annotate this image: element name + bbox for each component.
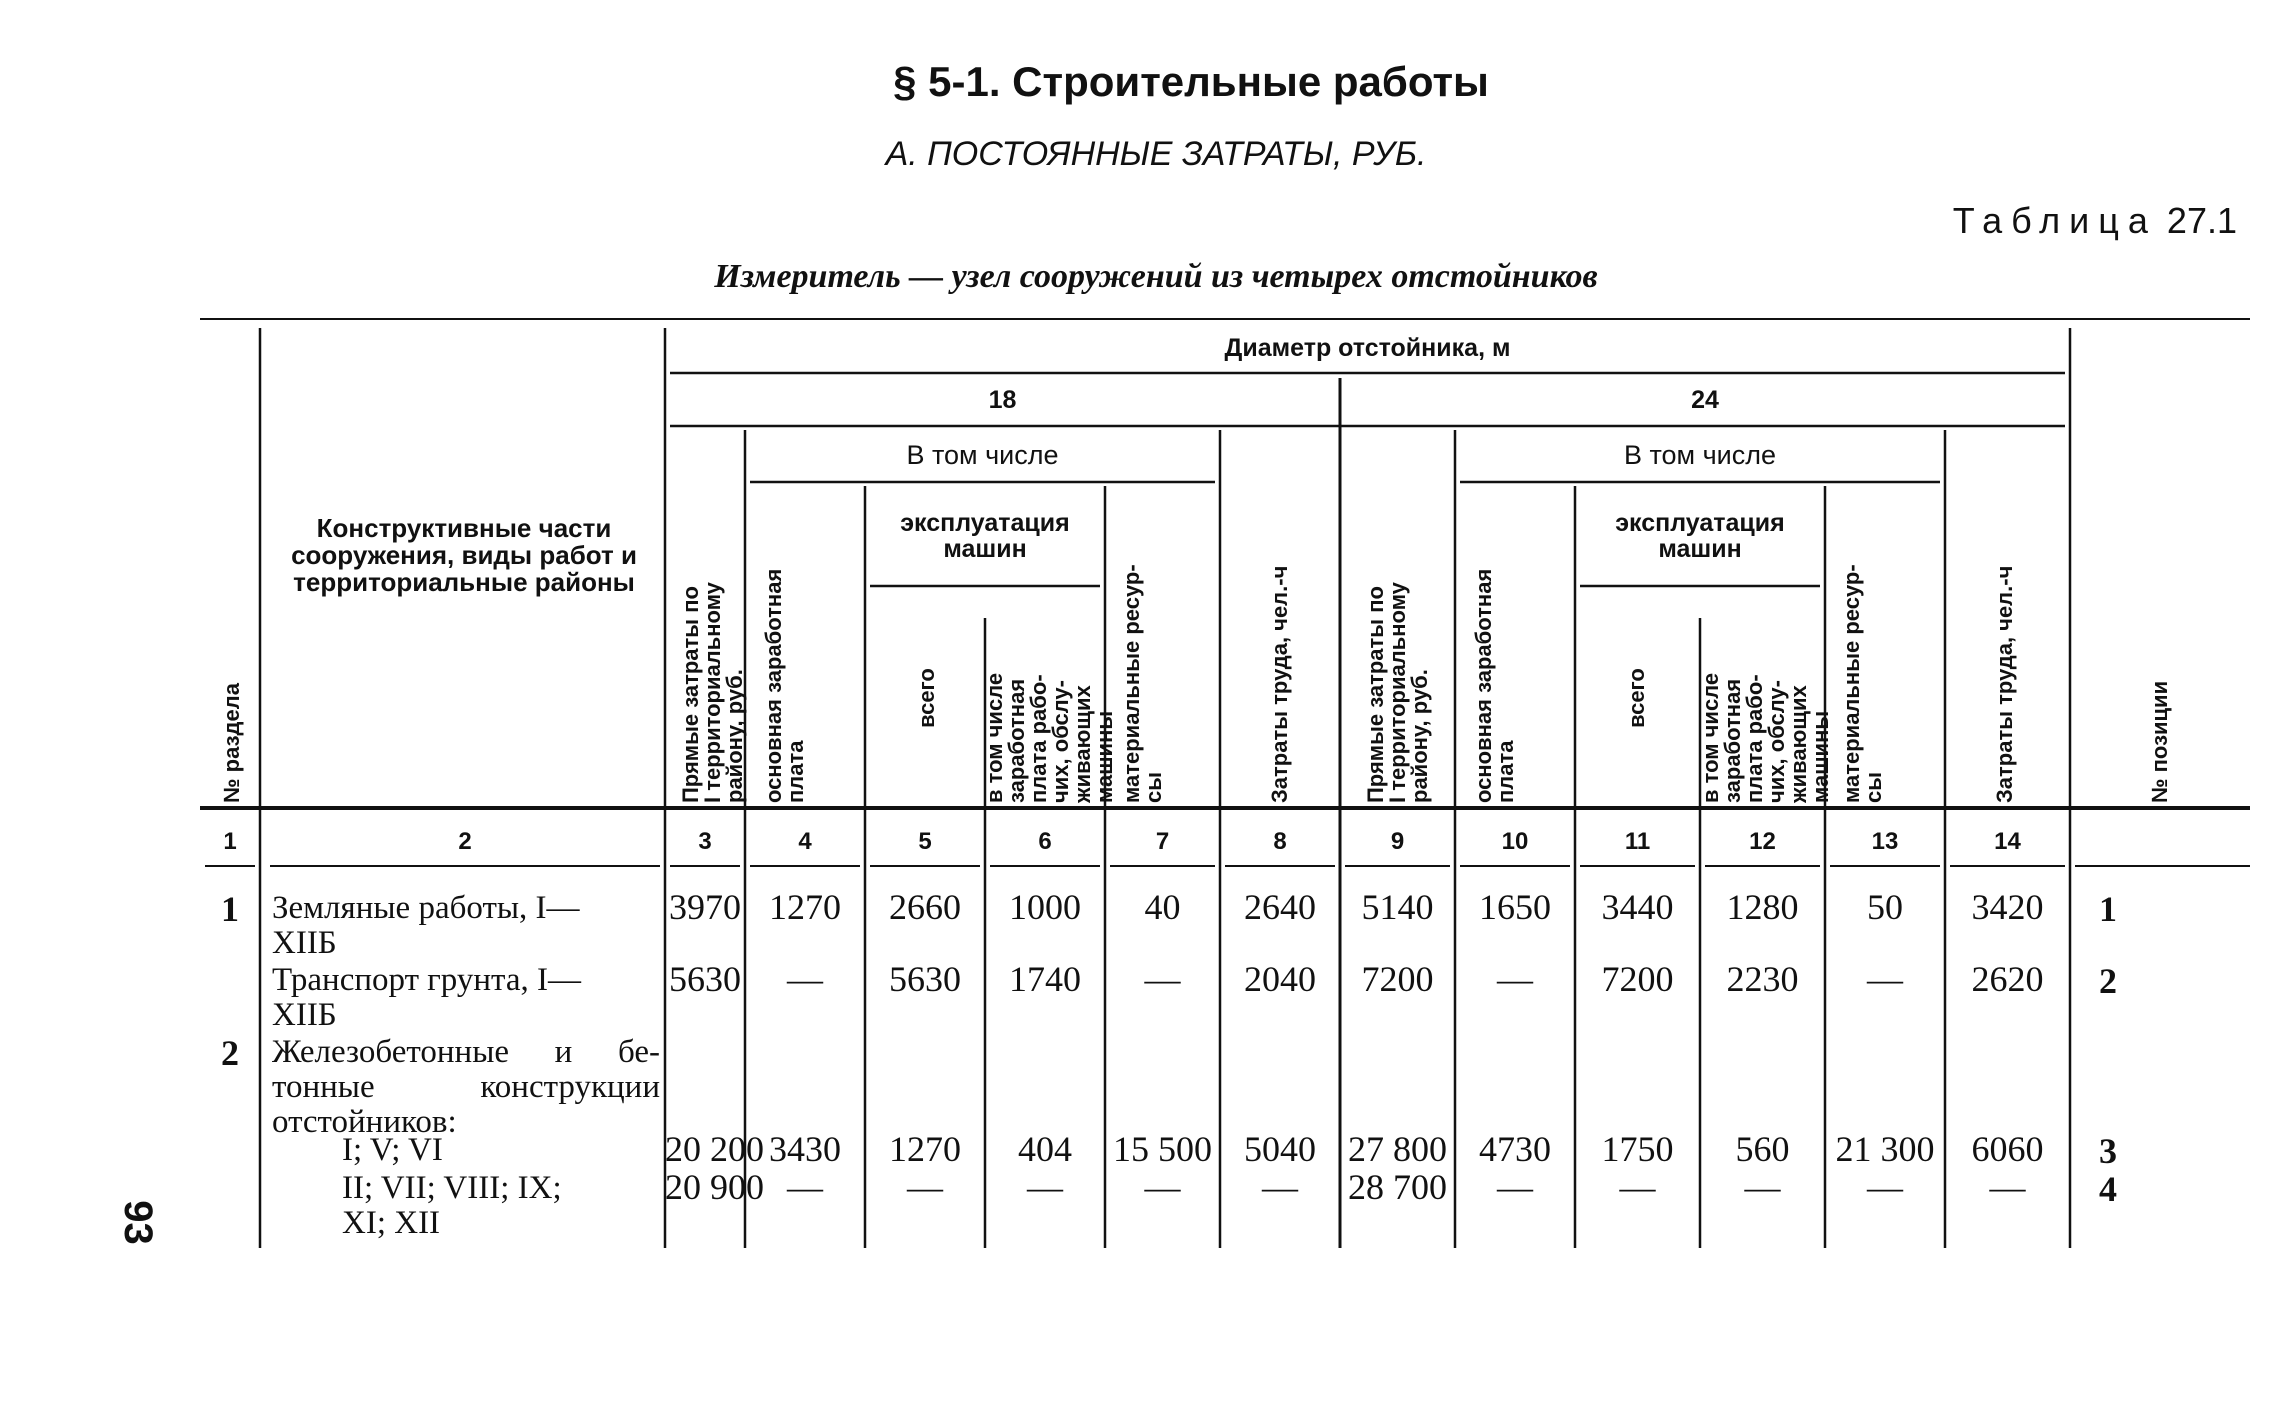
work-description	[342, 1172, 660, 1242]
value-cell: 1750	[1601, 1129, 1674, 1169]
value-cell: 20 200	[665, 1129, 764, 1169]
machines-total-header-24: всего	[1624, 668, 1649, 728]
col-number: 10	[1501, 828, 1529, 855]
value-cell: 1270	[889, 1129, 961, 1169]
work-description	[342, 1134, 660, 1169]
position-number: 2	[2099, 961, 2117, 1001]
value-cell: 3440	[1601, 887, 1674, 927]
value-cell: 1650	[1479, 887, 1551, 927]
col-number: 9	[1390, 828, 1405, 855]
col-number: 2	[458, 828, 472, 855]
value-cell: 6060	[1971, 1129, 2044, 1169]
base-wage-header-24: основная заработная плата	[1471, 568, 1518, 803]
value-cell: 27 800	[1348, 1129, 1447, 1169]
col-number: 4	[798, 828, 812, 855]
value-cell: 5630	[889, 959, 961, 999]
work-description	[272, 892, 660, 962]
work-description-line: I; V; VI	[342, 1132, 443, 1168]
position-number: 3	[2099, 1131, 2117, 1171]
value-cell: 20 900	[665, 1167, 764, 1207]
section-number: 2	[221, 1033, 239, 1073]
table-number: 27.1	[2166, 200, 2237, 241]
work-description-line: XIIБ	[272, 925, 337, 961]
materials-header-18: материальные ресур- сы	[1118, 564, 1166, 803]
value-cell: 5140	[1361, 887, 1434, 927]
col-number: 1	[223, 828, 237, 855]
work-description-line: XI; XII	[342, 1205, 441, 1241]
work-description-line: Земляные работы, I—	[272, 890, 580, 926]
table-number-label	[1953, 200, 2237, 242]
section-number-header: № раздела	[219, 683, 244, 803]
value-cell: 50	[1867, 887, 1903, 927]
value-cell: 3420	[1971, 887, 2044, 927]
value-cell: 1000	[1009, 887, 1081, 927]
labor-header-18: Затраты труда, чел.-ч	[1267, 565, 1292, 803]
machines-header-24: эксплуатация машин	[1615, 508, 1785, 563]
work-description	[272, 964, 660, 1034]
section-title: § 5-1. Строительные работы	[893, 58, 1489, 105]
col-number: 14	[1994, 828, 2021, 855]
value-cell: 2640	[1244, 887, 1316, 927]
col-number: 6	[1038, 828, 1052, 855]
value-cell: 4730	[1479, 1129, 1551, 1169]
value-cell: 1270	[769, 887, 841, 927]
value-cell: 2660	[889, 887, 961, 927]
direct-costs-header-24: Прямые затраты по I территориальному району, руб.	[1362, 582, 1432, 803]
value-cell: 2620	[1971, 959, 2044, 999]
position-number-header: № позиции	[2147, 680, 2172, 803]
machine-wage-header-24: в том числе заработная плата рабо- чих, обслу- живающих машины	[1698, 672, 1833, 803]
value-cell: —	[1744, 1167, 1781, 1207]
value-cell: 40	[1144, 887, 1181, 927]
value-cell: —	[1144, 1167, 1181, 1207]
section-subtitle: А. ПОСТОЯННЫЕ ЗАТРАТЫ, РУБ.	[885, 135, 1427, 173]
parts-header: Конструктивные части сооружения, виды работ и территориальные районы	[291, 512, 637, 598]
work-description-line: отстойников:	[272, 1104, 457, 1140]
value-cell: 5040	[1244, 1129, 1316, 1169]
work-description-line: Транспорт грунта, I—	[272, 962, 581, 998]
col-number: 5	[918, 828, 932, 855]
value-cell: 1740	[1009, 959, 1081, 999]
col-number: 13	[1871, 828, 1899, 855]
section-number: 1	[221, 889, 239, 929]
position-number: 1	[2099, 889, 2117, 929]
value-cell: —	[787, 959, 823, 999]
position-number: 4	[2099, 1169, 2117, 1209]
value-cell: —	[1989, 1167, 2026, 1207]
work-description-line: тонные конструкции	[272, 1069, 660, 1105]
value-cell: 3970	[669, 887, 741, 927]
cost-table	[200, 318, 2250, 1278]
value-cell: 2040	[1244, 959, 1316, 999]
diameter-header: Диаметр отстойника, м	[1224, 333, 1511, 362]
value-cell: 5630	[669, 959, 741, 999]
page-number: 93	[115, 1200, 160, 1245]
col-number: 8	[1273, 828, 1287, 855]
value-cell: —	[1867, 959, 1903, 999]
value-cell: —	[1497, 1167, 1533, 1207]
value-cell: 7200	[1361, 959, 1434, 999]
materials-header-24: материальные ресур- сы	[1838, 564, 1886, 803]
value-cell: 560	[1735, 1129, 1790, 1169]
value-cell: 15 500	[1113, 1129, 1212, 1169]
machines-header-18: эксплуатация машин	[900, 508, 1070, 563]
value-cell: 1280	[1726, 887, 1799, 927]
value-cell: 404	[1018, 1129, 1072, 1169]
value-cell: —	[907, 1167, 943, 1207]
value-cell: —	[1497, 959, 1533, 999]
work-description-line: II; VII; VIII; IX;	[342, 1170, 562, 1206]
in-total-header-18: В том числе	[906, 439, 1059, 470]
value-cell: —	[1027, 1167, 1063, 1207]
value-cell: 3430	[769, 1129, 841, 1169]
in-total-header-24: В том числе	[1623, 439, 1777, 470]
value-cell: —	[1262, 1167, 1298, 1207]
col-number: 11	[1624, 828, 1651, 855]
value-cell: 7200	[1601, 959, 1674, 999]
machine-wage-header-18: в том числе заработная плата рабо- чих, обслу- живающих машины	[982, 672, 1117, 803]
value-cell: 2230	[1726, 959, 1799, 999]
col-number: 3	[698, 828, 712, 855]
base-wage-header-18: основная заработная плата	[761, 568, 808, 803]
table-word: Таблица	[1952, 200, 2157, 241]
value-cell: 28 700	[1348, 1167, 1447, 1207]
value-cell: —	[787, 1167, 823, 1207]
work-description	[272, 1036, 660, 1141]
diameter-24-header: 24	[1691, 385, 1719, 414]
value-cell: —	[1867, 1167, 1903, 1207]
labor-header-24: Затраты труда, чел.-ч	[1992, 565, 2017, 803]
value-cell: 21 300	[1835, 1129, 1935, 1169]
col-number: 12	[1749, 828, 1776, 855]
value-cell: —	[1619, 1167, 1656, 1207]
work-description-line: Железобетонные и бе-	[272, 1034, 660, 1070]
value-cell: —	[1144, 959, 1181, 999]
col-number: 7	[1155, 828, 1170, 855]
machines-total-header-18: всего	[914, 668, 939, 728]
measure-caption: Измеритель — узел сооружений из четырех отстойников	[714, 258, 1598, 295]
work-description-line: XIIБ	[272, 997, 337, 1033]
diameter-18-header: 18	[988, 385, 1017, 414]
direct-costs-header-18: Прямые затраты по I территориальному району, руб.	[678, 582, 747, 803]
